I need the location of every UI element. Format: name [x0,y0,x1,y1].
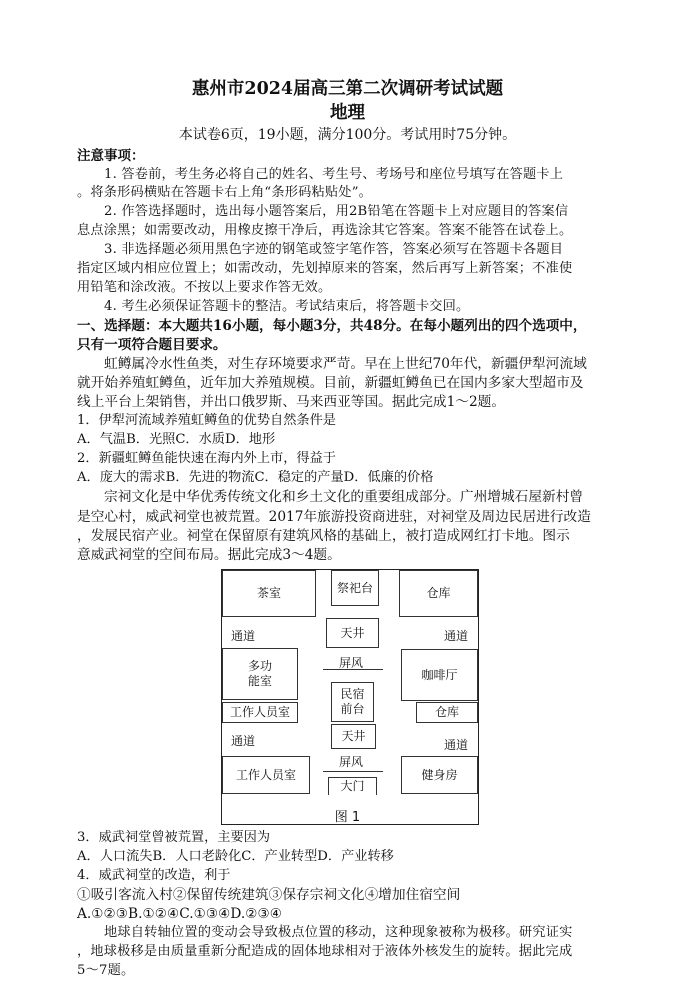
passage-line: 意威武祠堂的空间布局。据此完成3～4题。 [77,547,341,563]
courtyard-bottom: 天井 [331,724,376,749]
passage-line: 虹鳟属冷水性鱼类，对生存环境要求严苛。早在上世纪70年代，新疆伊犁河流域 [104,356,587,372]
screen-bottom-label: 屏风 [339,755,364,769]
question-1-options: A．气温B．光照C．水质D．地形 [77,432,276,447]
notice-heading: 注意事项： [77,148,145,164]
figure-caption: 图 1 [334,810,361,825]
warehouse-middle: 仓库 [416,702,478,723]
hall-layout-figure [221,569,479,825]
altar: 祭祀台 [331,570,379,606]
guesthouse-reception: 民宿 前台 [331,682,374,722]
multi-function-room: 多功 能室 [222,648,298,700]
passage-line: 是空心村，威武祠堂也被荒置。2017年旅游投资商进驻，对祠堂及周边民居进行改造 [77,509,591,525]
exam-info: 本试卷6页，19小题，满分100分。考试用时75分钟。 [178,127,517,143]
staff-room-left: 工作人员室 [222,702,298,723]
aisle-label: 通道 [231,734,256,748]
question-4-options: A.①②③B.①②④C.①③④D.②③④ [77,906,283,922]
question-3-stem: 3．威武祠堂曾被荒置，主要因为 [77,830,271,845]
passage-line: 地球自转轴位置的变动会导致极点位置的移动，这种现象被称为极移。研究证实 [104,925,573,940]
notice-line: 指定区域内相应位置上；如需改动，先划掉原来的答案，然后再写上新答案；不准使 [77,261,573,276]
notice-line: 3. 非选择题必须用黑色字迹的钢笔或签字笔作答，答案必须写在答题卡各题目 [104,242,564,257]
question-4-stem: 4．威武祠堂的改造，利于 [77,868,231,883]
passage-line: 宗祠文化是中华优秀传统文化和乡土文化的重要组成部分。广州增城石屋新村曾 [104,489,584,505]
question-1-stem: 1．伊犁河流域养殖虹鳟鱼的优势自然条件是 [77,413,336,428]
screen-top-line [323,669,383,670]
subject-title: 地理 [330,103,365,123]
exam-title: 惠州市2024届高三第二次调研考试试题 [191,79,504,99]
passage-line: 就开始养殖虹鳟鱼，近年加大养殖规模。目前，新疆虹鳟鱼已在国内多家大型超市及 [77,375,584,391]
courtyard-top: 天井 [326,618,379,648]
tea-room: 茶室 [222,570,316,617]
screen-bottom-line [323,771,383,772]
passage-line: 5～7题。 [77,963,135,978]
aisle-label: 通道 [444,629,469,643]
gym: 健身房 [401,756,478,794]
staff-room-bottom: 工作人员室 [222,756,310,794]
passage-line: 线上平台上架销售，并出口俄罗斯、马来西亚等国。据此完成1～2题。 [77,394,506,410]
question-4-items: ①吸引客流入村②保留传统建筑③保存宗祠文化④增加住宿空间 [77,887,461,903]
notice-line: 息点涂黑；如需要改动，用橡皮擦干净后，再选涂其它答案。答案不能答在试卷上。 [77,223,573,238]
cafe: 咖啡厅 [401,649,478,701]
notice-line: 4. 考生必须保证答题卡的整洁。考试结束后，将答题卡交回。 [104,299,470,314]
section-heading-cont: 只有一项符合题目要求。 [77,337,227,353]
aisle-label: 通道 [444,738,469,752]
notice-line: 1. 答卷前，考生务必将自己的姓名、考生号、考场号和座位号填写在答题卡上 [104,167,564,182]
aisle-label: 通道 [231,629,256,643]
question-3-options: A．人口流失B．人口老龄化C．产业转型D．产业转移 [77,849,394,864]
screen-top-label: 屏风 [339,656,364,670]
notice-line: 。将条形码横贴在答题卡右上角“条形码粘贴处”。 [77,185,373,200]
main-gate: 大门 [328,777,377,795]
section-heading: 一、选择题：本大题共16小题，每小题3分，共48分。在每小题列出的四个选项中， [77,318,587,334]
passage-line: ，发展民宿产业。祠堂在保留原有建筑风格的基础上，被打造成网红打卡地。图示 [77,528,570,544]
warehouse-top: 仓库 [399,570,478,617]
notice-line: 2. 作答选择题时，选出每小题答案后，用2B铅笔在答题卡上对应题目的答案信 [104,204,569,219]
question-2-stem: 2．新疆虹鳟鱼能快速在海内外上市，得益于 [77,451,336,466]
question-2-options: A．庞大的需求B．先进的物流C．稳定的产量D．低廉的价格 [77,470,434,485]
notice-line: 用铅笔和涂改液。不按以上要求作答无效。 [77,280,332,295]
passage-line: ，地球极移是由质量重新分配造成的固体地球相对于液体外核发生的旋转。据此完成 [77,944,573,959]
